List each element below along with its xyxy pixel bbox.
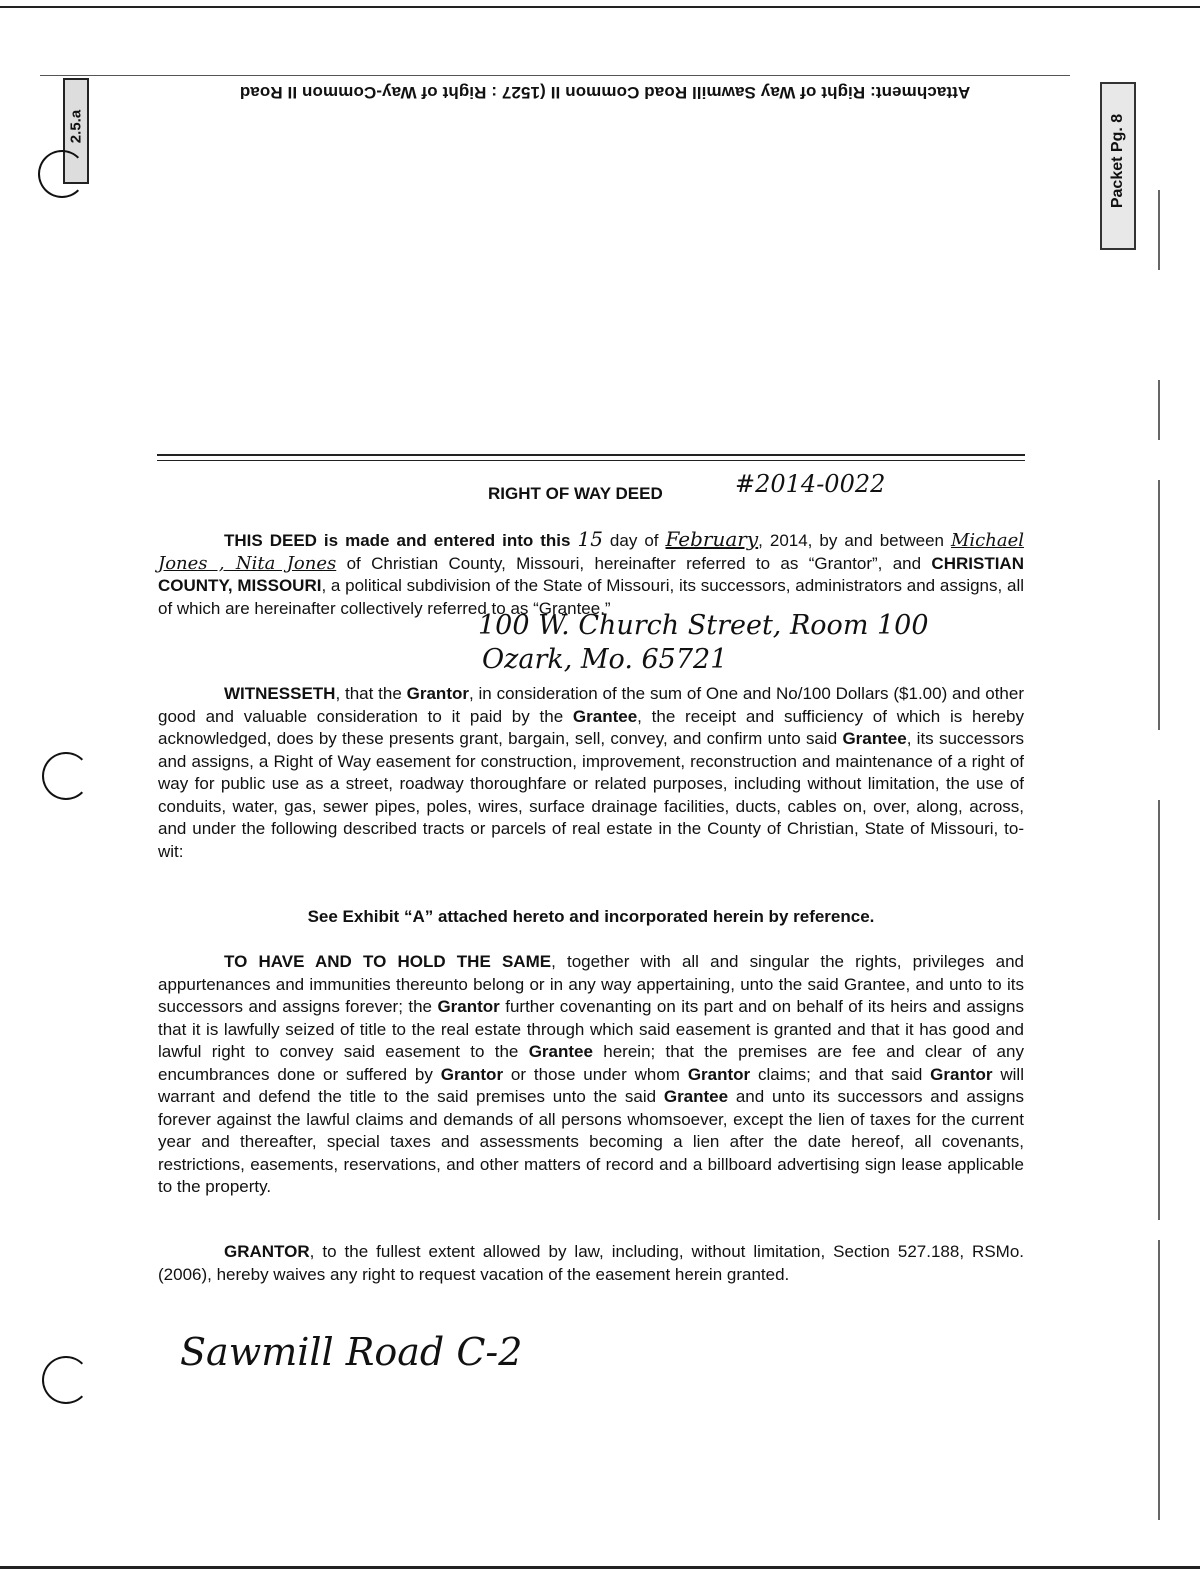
scan-artifact xyxy=(1158,800,1160,1220)
scan-artifact xyxy=(1158,380,1160,440)
handwritten-address-line1: 100 W. Church Street, Room 100 xyxy=(478,610,929,641)
exhibit-reference: See Exhibit “A” attached hereto and incorporated herein by reference. xyxy=(307,907,875,926)
top-border xyxy=(0,6,1200,8)
handwritten-road-note: Sawmill Road C-2 xyxy=(180,1330,523,1374)
paragraph-habendum: TO HAVE AND TO HOLD THE SAME, together with all and singular the rights, privileges and appurtenances and immunities thereunto belong or in any way appertaining, unto the said Grantee, and unto to its successors and assigns forever; the Grantor further covenanting on its part and on behalf of its heirs and assigns that it is lawfully seized of title to the real estate through which said easement is granted and that it has good and lawful right to convey said easement to the Grantee herein; that the premises are fee and clear of any encumbrances done or suffered by Grantor or those under whom Grantor claims; and that said Grantor will warrant and defend the title to the said premises unto the said Grantee and unto its successors and assigns forever against the lawful claims and demands of all persons whomsoever, except the lien of taxes for the current year and thereafter, special taxes and assessments becoming a lien after the date hereof, all covenants, restrictions, easements, reservations, and other matters of record and a billboard advertising sign lease applicable to the property. xyxy=(158,952,1025,1196)
scan-artifact xyxy=(1158,480,1160,730)
bottom-border xyxy=(0,1566,1200,1569)
packet-page-tag: Packet Pg. 8 xyxy=(1100,82,1136,250)
header-rule xyxy=(40,75,1070,76)
document-number: #2014-0022 xyxy=(735,470,886,498)
punch-hole-icon xyxy=(38,150,86,198)
title-rule xyxy=(157,454,1025,461)
scan-artifact xyxy=(1158,1240,1160,1520)
scan-artifact xyxy=(1158,190,1160,270)
deed-title: RIGHT OF WAY DEED xyxy=(488,484,663,503)
grantee-name: CHRISTIAN COUNTY, MISSOURI xyxy=(158,553,1024,595)
handwritten-day: 15 xyxy=(577,527,603,551)
paragraph-parties: THIS DEED is made and entered into this 15 day of February, 2014, by and between Michael Jones , Nita Jones of Christian County, Missouri, hereinafter referred to as “Grantor”, and CHRISTIAN COUNTY, MISSOURI, a political subdivision of the State of Missouri, its successors, administrators and assigns, all of which are hereinafter collectively referred to as “Grantee.” xyxy=(158,527,1025,618)
handwritten-month: February xyxy=(665,527,759,551)
punch-hole-icon xyxy=(42,752,90,800)
agenda-tag: 2.5.a xyxy=(63,78,89,184)
attachment-header: Attachment: Right of Way Sawmill Road Common II (1527 : Right of Way-Common II Road xyxy=(239,83,971,102)
handwritten-address-line2: Ozark, Mo. 65721 xyxy=(482,644,728,675)
paragraph-witnesseth: WITNESSETH, that the Grantor, in consideration of the sum of One and No/100 Dollars ($1.00) and other good and valuable consideration to it paid by the Grantee, the receipt and sufficiency of which is hereby acknowledged, does by these presents grant, bargain, sell, convey, and confirm unto said Grantee, its successors and assigns, a Right of Way easement for construction, improvement, reconstruction and maintenance of a right of way for public use as a street, roadway thoroughfare or related purposes, including without limitation, the use of conduits, water, gas, sewer pipes, poles, wires, surface drainage facilities, ducts, cables on, over, along, across, and under the following described tracts or parcels of real estate in the County of Christian, State of Missouri, to-wit: xyxy=(158,684,1024,861)
handwritten-grantors: Michael Jones , Nita Jones xyxy=(158,530,1024,574)
punch-hole-icon xyxy=(42,1356,90,1404)
paragraph-waiver: GRANTOR, to the fullest extent allowed by law, including, without limitation, Section 527.188, RSMo. (2006), hereby waives any right to request vacation of the easement herein granted. xyxy=(158,1242,1024,1284)
